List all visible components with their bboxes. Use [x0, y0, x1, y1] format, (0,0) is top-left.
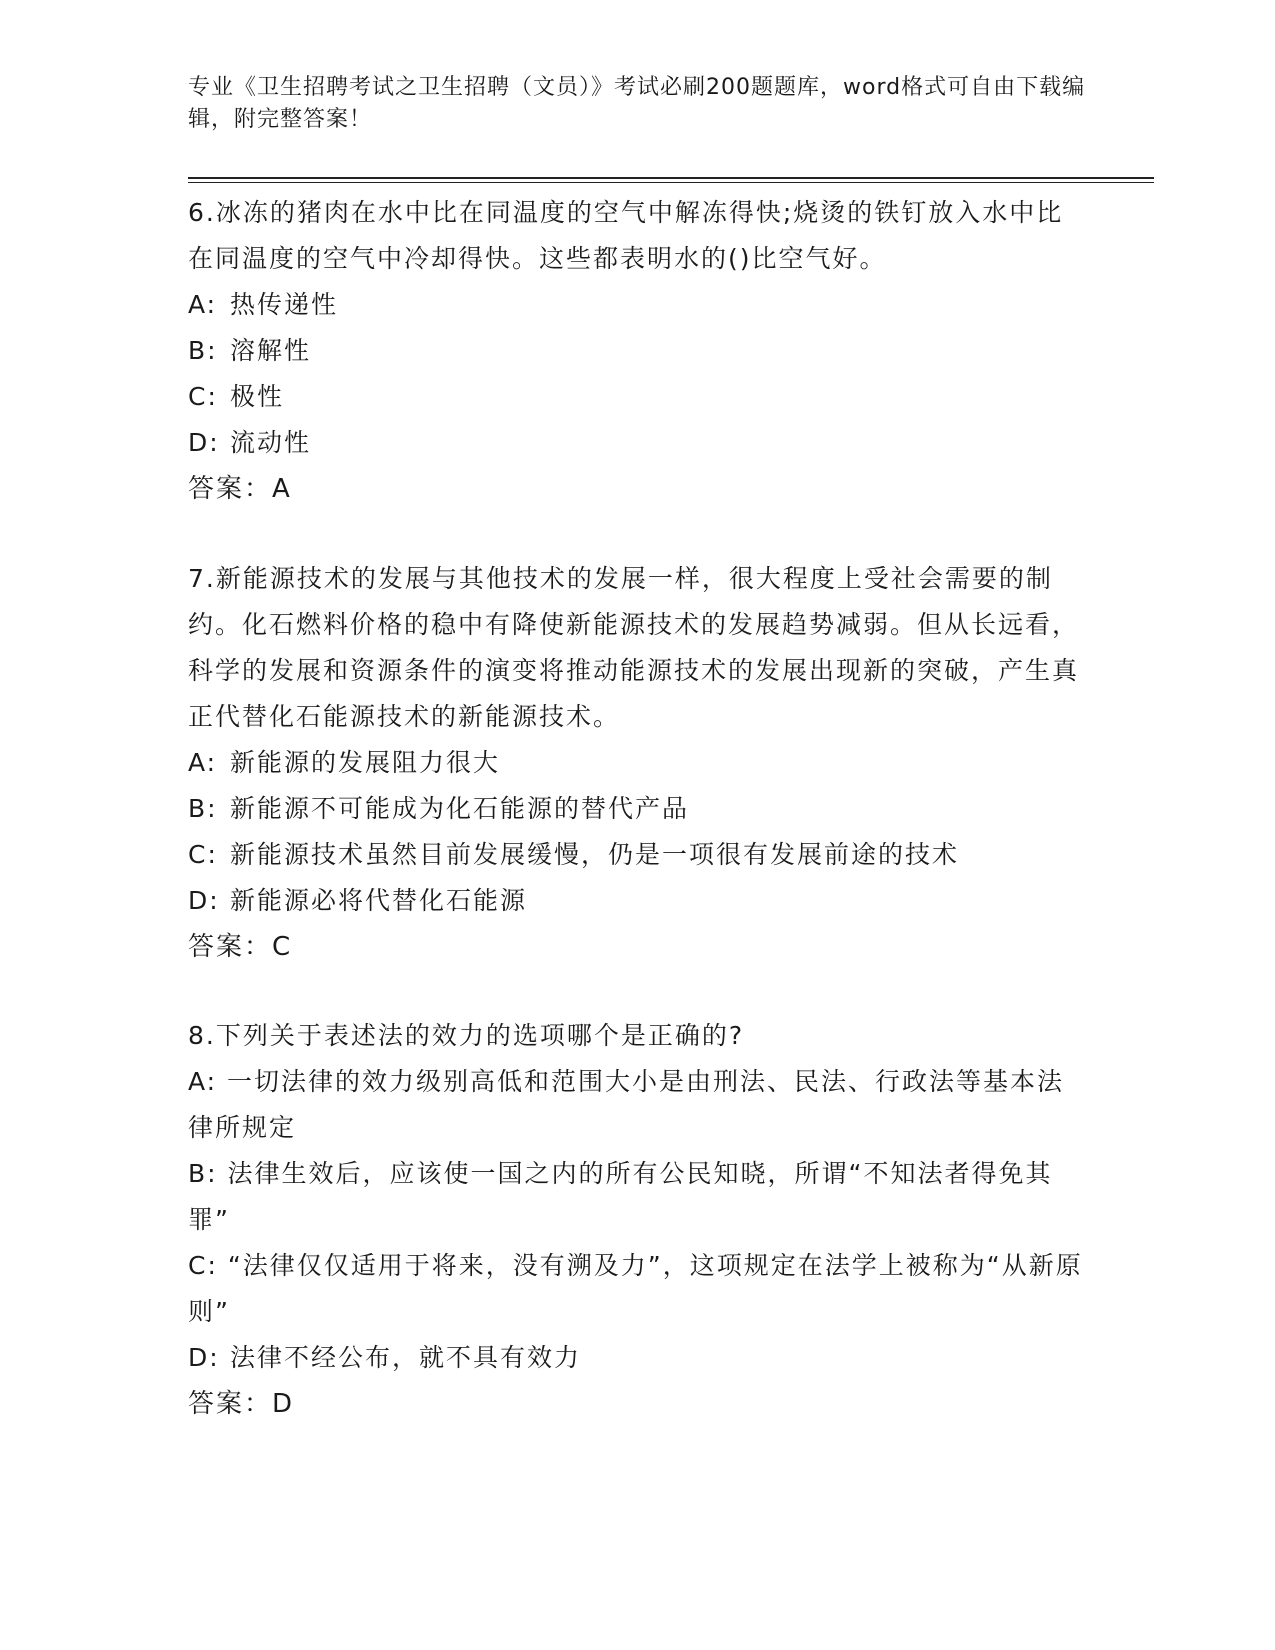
question-6-stem: 6.冰冻的猪肉在水中比在同温度的空气中解冻得快;烧烫的铁钉放入水中比在同温度的空气中冷却得快。这些都表明水的()比空气好。: [188, 198, 1064, 273]
question-7-option-b: [188, 786, 1088, 832]
option-label: B:: [188, 794, 218, 823]
question-6-option-d: [188, 420, 1088, 466]
option-text: “法律仅仅适用于将来，没有溯及力”，这项规定在法学上被称为“从新原则”: [188, 1251, 1083, 1326]
option-text: 法律不经公布，就不具有效力: [230, 1343, 582, 1372]
option-label: D:: [188, 428, 220, 457]
question-7: [188, 556, 1088, 970]
option-label: C:: [188, 382, 218, 411]
question-6-option-b: [188, 328, 1088, 374]
header-divider-thin: [188, 182, 1154, 183]
question-7-option-d: [188, 878, 1088, 924]
question-8: [188, 1013, 1088, 1427]
header-divider-thick: [188, 177, 1154, 179]
question-8-option-a: [188, 1059, 1088, 1151]
option-text: 极性: [230, 382, 285, 411]
question-7-option-c: [188, 832, 1088, 878]
document-header: 专业《卫生招聘考试之卫生招聘（文员）》考试必刷200题题库，word格式可自由下载编辑，附完整答案！: [188, 75, 1086, 132]
option-label: C:: [188, 1251, 218, 1280]
question-6-option-c: [188, 374, 1088, 420]
option-text: 流动性: [230, 428, 312, 457]
question-8-answer: 答案：D: [188, 1389, 295, 1419]
question-7-option-a: [188, 740, 1088, 786]
option-label: D:: [188, 1343, 220, 1372]
option-label: D:: [188, 886, 220, 915]
option-text: 一切法律的效力级别高低和范围大小是由刑法、民法、行政法等基本法律所规定: [188, 1067, 1065, 1142]
option-label: A:: [188, 290, 218, 319]
question-6: [188, 190, 1088, 512]
option-text: 热传递性: [230, 290, 339, 319]
option-label: B:: [188, 1159, 218, 1188]
option-label: C:: [188, 840, 218, 869]
option-text: 新能源不可能成为化石能源的替代产品: [230, 794, 690, 823]
question-8-stem: 8.下列关于表述法的效力的选项哪个是正确的?: [188, 1021, 745, 1050]
option-text: 新能源技术虽然目前发展缓慢，仍是一项很有发展前途的技术: [230, 840, 960, 869]
question-6-answer: 答案：A: [188, 474, 292, 504]
option-label: A:: [188, 1067, 218, 1096]
option-text: 新能源的发展阻力很大: [230, 748, 501, 777]
question-8-option-d: [188, 1335, 1088, 1381]
question-7-answer: 答案：C: [188, 932, 293, 962]
option-label: B:: [188, 336, 218, 365]
question-6-option-a: [188, 282, 1088, 328]
option-label: A:: [188, 748, 218, 777]
question-8-option-c: [188, 1243, 1088, 1335]
option-text: 法律生效后，应该使一国之内的所有公民知晓，所谓“不知法者得免其罪”: [188, 1159, 1053, 1234]
question-8-option-b: [188, 1151, 1088, 1243]
question-7-stem: 7.新能源技术的发展与其他技术的发展一样，很大程度上受社会需要的制约。化石燃料价格的稳中有降使新能源技术的发展趋势减弱。但从长远看，科学的发展和资源条件的演变将推动能源技术的发展出现新的突破，产生真正代替化石能源技术的新能源技术。: [188, 564, 1080, 731]
option-text: 新能源必将代替化石能源: [230, 886, 528, 915]
option-text: 溶解性: [230, 336, 312, 365]
